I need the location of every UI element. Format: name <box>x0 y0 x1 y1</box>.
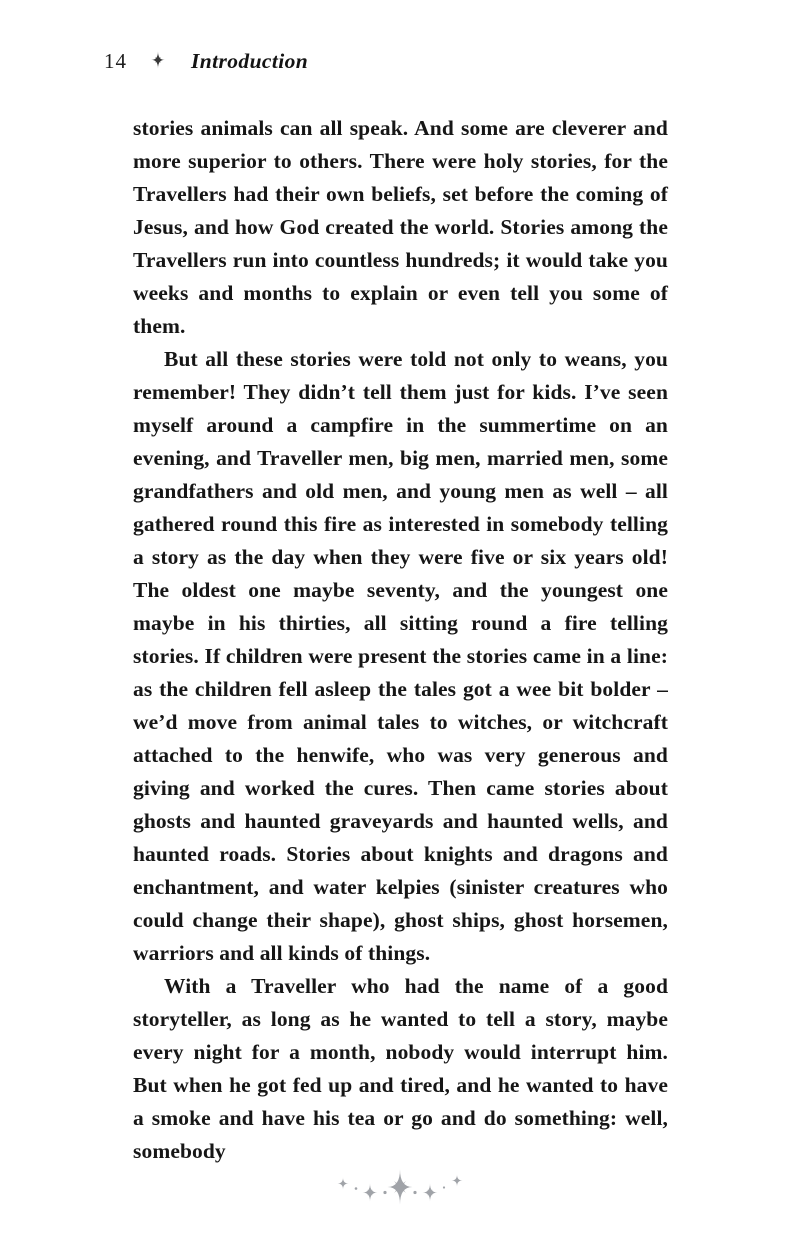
sparkle-star-icon <box>149 50 167 72</box>
sparkle-stars-divider-icon <box>330 1164 470 1212</box>
paragraph: With a Traveller who had the name of a good storyteller, as long as he wanted to tell a story, maybe every night for a month, nobody would interrupt him. But when he got fed up and tired, and he wanted to have a smoke and have his tea or go and do something: well, somebody <box>133 974 668 1163</box>
page-number: 14 <box>104 48 127 73</box>
paragraph: But all these stories were told not only to weans, you remember! They didn’t tell them just for kids. I’ve seen myself around a campfire in the summertime on an evening, and Traveller men, big men, married men, some grandfathers and old men, and young men as well – all gathered round this fire as interested in somebody telling a story as the day when they were five or six years old! The oldest one maybe seventy, and the youngest one maybe in his thirties, all sitting round a fire telling stories. If children were present the stories came in a line: as the children fell asleep the tales got a wee bit bolder – we’d move from animal tales to witches, or witchcraft attached to the henwife, who was very generous and giving and worked the cures. Then came stories about ghosts and haunted graveyards and haunted wells, and haunted roads. Stories about knights and dragons and enchantment, and water kelpies (sinister creatures who could change their shape), ghost ships, ghost horsemen, warriors and all kinds of things. <box>133 347 668 965</box>
paragraph: stories animals can all speak. And some are cleverer and more superior to others. There were holy stories, for the Travellers had their own beliefs, set before the coming of Jesus, and how God created the world. Stories among the Travellers run into countless hundreds; it would take you weeks and months to explain or even tell you some of them. <box>133 116 668 338</box>
page-body <box>133 112 668 1168</box>
page-header <box>104 48 308 74</box>
footer-ornament <box>0 1164 800 1212</box>
section-title: Introduction <box>191 48 309 73</box>
